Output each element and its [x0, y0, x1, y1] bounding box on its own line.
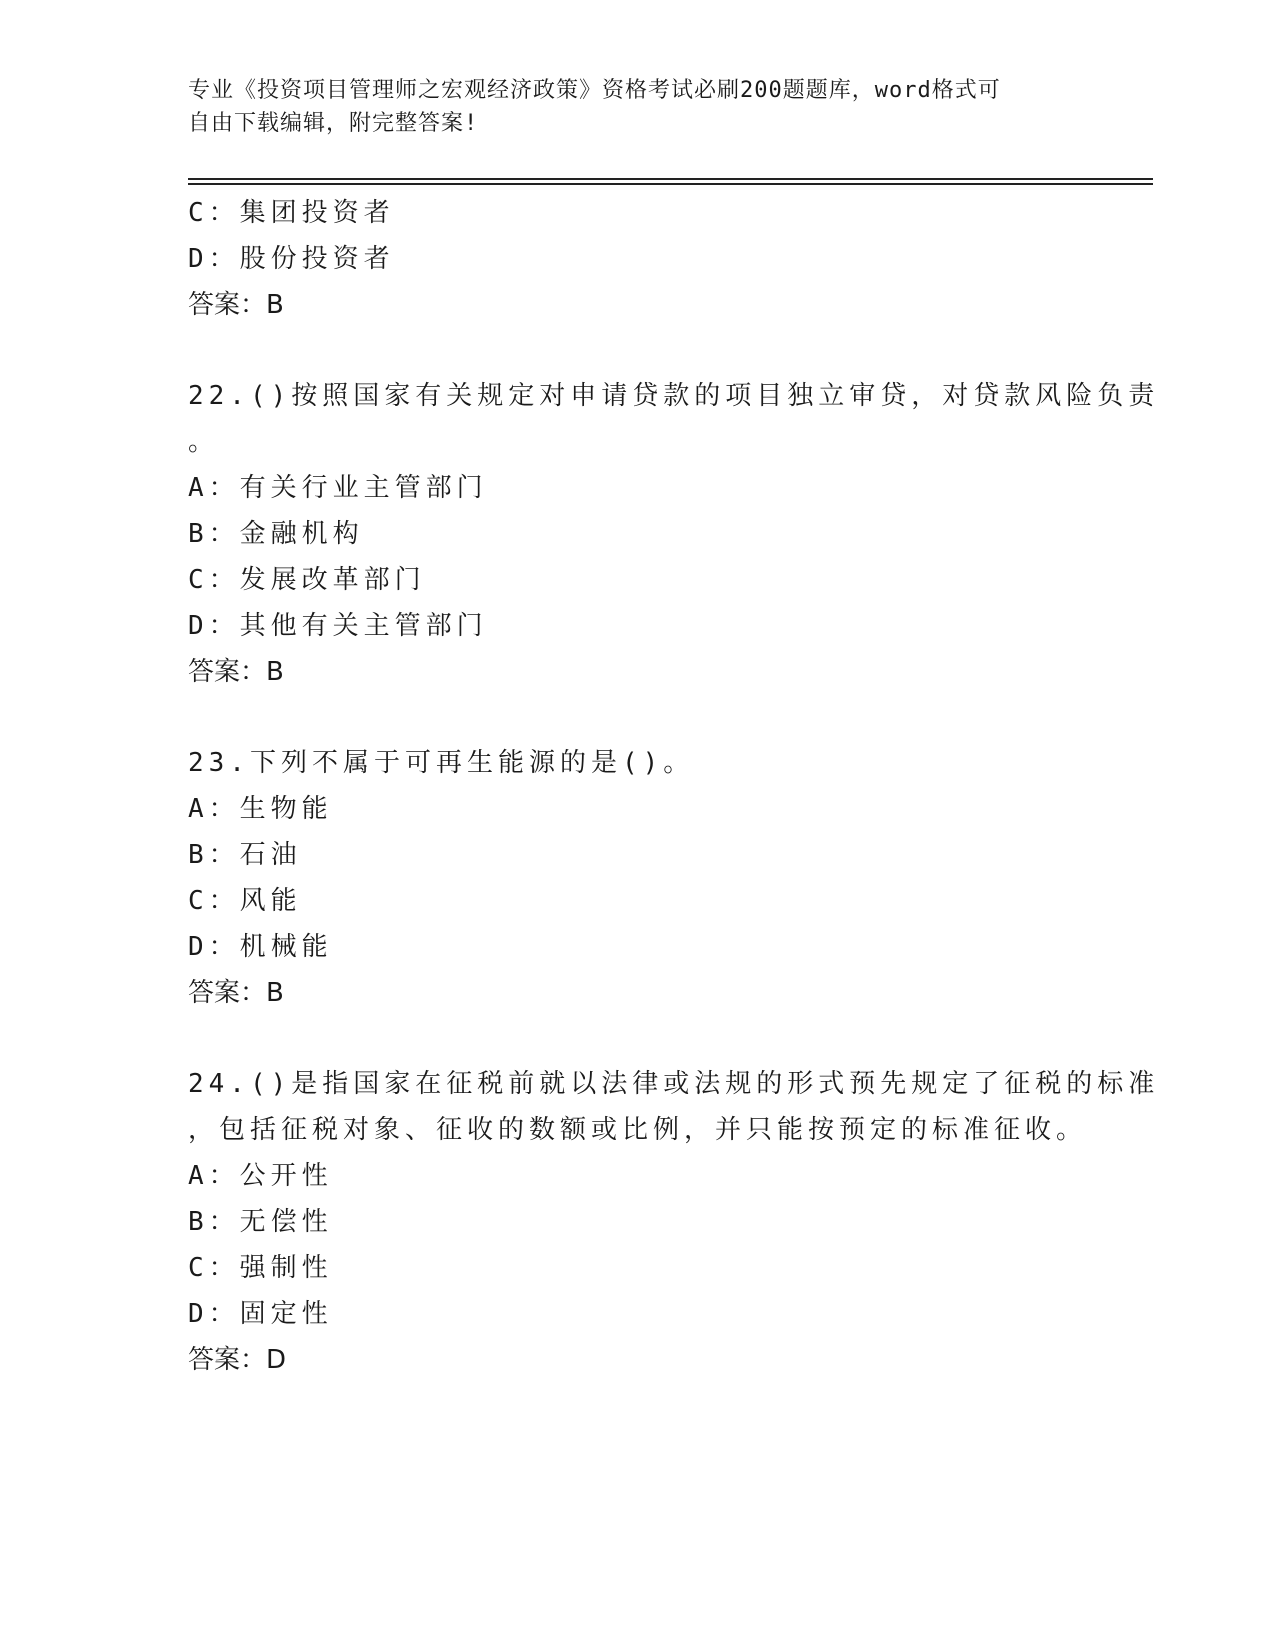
option-b: B：金融机构: [188, 519, 364, 549]
option-c: C：风能: [188, 886, 302, 916]
document-header: [188, 74, 1068, 140]
option-b: B：无偿性: [188, 1207, 333, 1237]
header-divider-bottom: [188, 183, 1153, 185]
header-line-2: 自由下载编辑，附完整答案!: [188, 111, 479, 136]
question-stem-line: 23.下列不属于可再生能源的是()。: [188, 748, 695, 778]
question-stem-line: 。: [188, 427, 220, 457]
question-stem-line: ，包括征税对象、征收的数额或比例，并只能按预定的标准征收。: [188, 1115, 1088, 1145]
question-block-prev: [188, 190, 1088, 328]
option-d: D：股份投资者: [188, 244, 395, 274]
option-c: C：发展改革部门: [188, 565, 426, 595]
option-c: C：集团投资者: [188, 198, 395, 228]
option-a: A：公开性: [188, 1161, 333, 1191]
option-d: D：其他有关主管部门: [188, 611, 488, 641]
answer-line: 答案：B: [188, 290, 284, 320]
option-a: A：生物能: [188, 794, 333, 824]
option-c: C：强制性: [188, 1253, 333, 1283]
question-stem-line: 24.()是指国家在征税前就以法律或法规的形式预先规定了征税的标准: [188, 1069, 1160, 1099]
question-block-24: [188, 1061, 1160, 1383]
question-block-22: [188, 373, 1160, 695]
answer-line: 答案：B: [188, 657, 284, 687]
answer-line: 答案：D: [188, 1345, 287, 1375]
header-line-1: 专业《投资项目管理师之宏观经济政策》资格考试必刷200题题库，word格式可: [188, 78, 1001, 103]
option-d: D：机械能: [188, 932, 333, 962]
option-d: D：固定性: [188, 1299, 333, 1329]
option-b: B：石油: [188, 840, 302, 870]
option-a: A：有关行业主管部门: [188, 473, 488, 503]
header-divider-top: [188, 178, 1153, 180]
question-stem-line: 22.()按照国家有关规定对申请贷款的项目独立审贷，对贷款风险负责: [188, 381, 1160, 411]
question-list: [188, 190, 1160, 1383]
answer-line: 答案：B: [188, 978, 284, 1008]
question-block-23: [188, 740, 1088, 1016]
